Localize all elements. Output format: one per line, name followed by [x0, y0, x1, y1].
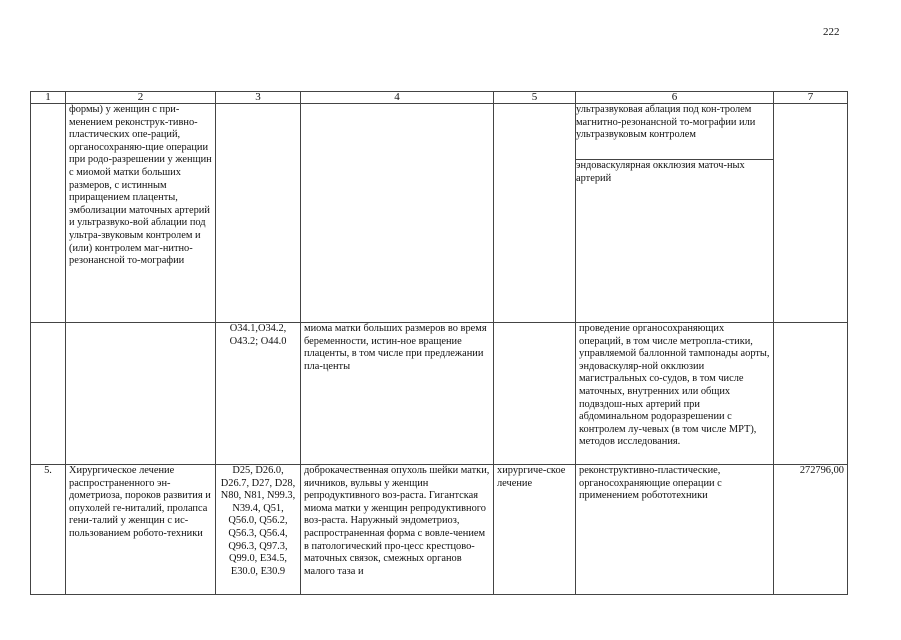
table-row [31, 323, 848, 465]
page-number: 222 [823, 26, 840, 38]
column-number-3: 3 [216, 92, 301, 104]
patient-model-cell [301, 104, 494, 323]
row-number-cell: 5. [31, 465, 66, 595]
icd-code-cell [216, 104, 301, 323]
care-type-cell [66, 323, 216, 465]
row-number-cell [31, 104, 66, 323]
norm-cost-cell: 272796,00 [774, 465, 848, 595]
method-cell: реконструктивно-пластические, органосохраняющие операции с применением робототехники [576, 465, 774, 595]
column-number-4: 4 [301, 92, 494, 104]
care-type-cell: Хирургическое лечение распространенного эн-дометриоза, пороков развития и опухолей ге-ниталий, пролапса гени-талий у женщин с ис-пользованием робото-техники [66, 465, 216, 595]
medical-care-table [30, 91, 848, 595]
method-item: ультразвуковая аблация под кон-тролем магнитно-резонансной то-мографии или ультразвуковым контролем [576, 104, 774, 160]
column-number-2: 2 [66, 92, 216, 104]
patient-model-cell: миома матки больших размеров во время беременности, истин-ное вращение плаценты, в том числе при предлежании пла-центы [301, 323, 494, 465]
row-number-cell [31, 323, 66, 465]
norm-cost-cell [774, 104, 848, 323]
column-number-row [31, 92, 848, 104]
column-number-5: 5 [494, 92, 576, 104]
treatment-type-cell: хирургиче-ское лечение [494, 465, 576, 595]
method-cell: проведение органосохраняющих операций, в том числе метропла-стики, управляемой баллонной тампонады аорты, эндоваскуляр-ной окклюзии магистральных со-судов, в том числе маточных, внутренних или общих подвздош-ных артерий при абдоминальном родоразрешении с контролем лу-чевых (в том числе МРТ), методов исследования. [576, 323, 774, 465]
column-number-7: 7 [774, 92, 848, 104]
norm-cost-cell [774, 323, 848, 465]
column-number-6: 6 [576, 92, 774, 104]
table-row [31, 465, 848, 595]
table-row [31, 104, 848, 323]
icd-code-cell: O34.1,O34.2, O43.2; O44.0 [216, 323, 301, 465]
patient-model-cell: доброкачественная опухоль шейки матки, яичников, вульвы у женщин репродуктивного воз-раста. Гигантская миома матки у женщин репродуктивного воз-раста. Наружный эндометриоз, распространенная форма с вовле-чением в патологический про-цесс крестцово-маточных связок, смежных органов малого таза и [301, 465, 494, 595]
column-number-1: 1 [31, 92, 66, 104]
method-cell [576, 104, 774, 323]
treatment-type-cell [494, 323, 576, 465]
method-item: эндоваскулярная окклюзия маточ-ных артерий [576, 160, 745, 184]
care-type-cell: формы) у женщин с при-менением реконструк-тивно-пластических опе-раций, органосохраняю-щие операции при родо-разрешении у женщин с миомой матки больших размеров, с истинным приращением плаценты, эмболизации маточных артерий и ультразвуко-вой аблации под ультра-звуковым контролем и (или) контролем маг-нитно-резонансной то-мографии [66, 104, 216, 323]
treatment-type-cell [494, 104, 576, 323]
icd-code-cell: D25, D26.0, D26.7, D27, D28, N80, N81, N99.3, N39.4, Q51, Q56.0, Q56.2, Q56.3, Q56.4, Q96.3, Q97.3, Q99.0, E34.5, E30.0, E30.9 [216, 465, 301, 595]
